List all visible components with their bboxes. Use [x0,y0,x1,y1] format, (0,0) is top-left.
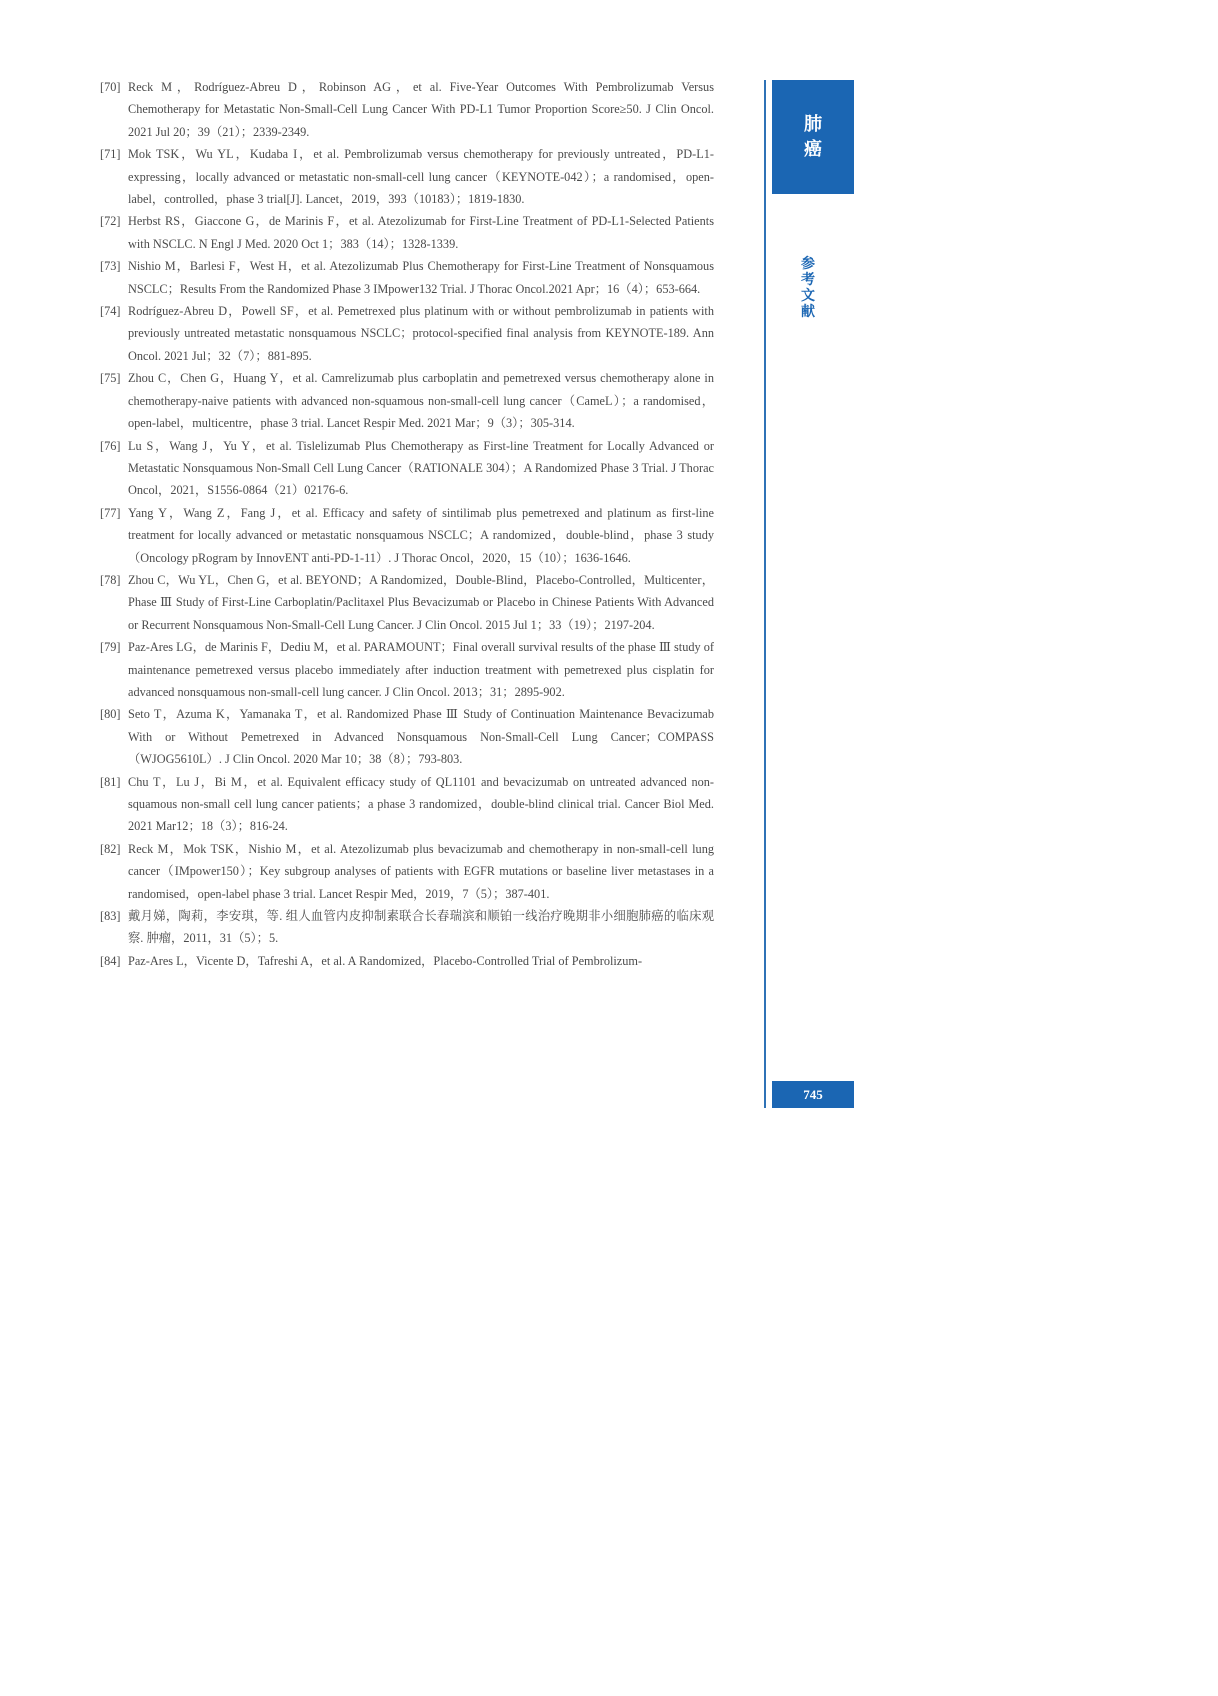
reference-number: [71] [100,147,121,162]
reference-number: [72] [100,214,121,229]
reference-item [100,838,714,905]
chapter-tab-char: 癌 [804,139,822,160]
section-label-char: 献 [801,304,815,320]
reference-number: [76] [100,438,121,453]
reference-number: [70] [100,80,121,94]
reference-number: [77] [100,505,121,520]
reference-number: [81] [100,774,121,789]
section-label-char: 考 [801,272,815,288]
chapter-tab-char: 肺 [804,114,822,135]
section-label [798,256,818,320]
reference-text: Chu T，Lu J，Bi M，et al. Equivalent efficacy study of QL1101 and bevacizumab on untreated advanced non-squamous non-small cell lung cancer patients；a phase 3 randomized，double-blind clinical trial. Cancer Biol Med. 2021 Mar12；18（3）；816-24. [128,774,714,834]
reference-text: Mok TSK，Wu YL，Kudaba I，et al. Pembrolizumab versus chemotherapy for previously untreated，PD-L1-expressing，locally advanced or metastatic non-small-cell lung cancer（KEYNOTE-042）；a randomised，open-label，controlled，phase 3 trial[J]. Lancet，2019，393（10183）；1819-1830. [128,147,714,207]
reference-item [100,255,714,300]
chapter-tab [772,80,854,194]
reference-item [100,703,714,770]
reference-item [100,905,714,950]
reference-item [100,435,714,502]
reference-text: Nishio M，Barlesi F，West H，et al. Atezolizumab Plus Chemotherapy for First-Line Treatment of Nonsquamous NSCLC；Results From the Randomized Phase 3 IMpower132 Trial. J Thorac Oncol.2021 Apr；16（4）；653-664. [128,259,714,296]
reference-text: Reck M，Rodríguez-Abreu D，Robinson AG，et al. Five-Year Outcomes With Pembrolizumab Versus Chemotherapy for Metastatic Non-Small-Cell Lung Cancer With PD-L1 Tumor Proportion Score≥50. J Clin Oncol. 2021 Jul 20；39（21）；2339-2349. [128,80,714,139]
reference-text: Seto T，Azuma K，Yamanaka T，et al. Randomized Phase Ⅲ Study of Continuation Maintenance Bevacizumab With or Without Pemetrexed in Advanced Nonsquamous Non-Small-Cell Lung Cancer；COMPASS（WJOG5610L）. J Clin Oncol. 2020 Mar 10；38（8）；793-803. [128,707,714,767]
page-number: 745 [772,1081,854,1108]
reference-text: 戴月娣，陶莉，李安琪，等. 组人血管内皮抑制素联合长春瑞滨和顺铂一线治疗晚期非小细胞肺癌的临床观察. 肿瘤，2011，31（5）；5. [128,909,714,946]
reference-text: Reck M，Mok TSK，Nishio M，et al. Atezolizumab plus bevacizumab and chemotherapy in non-small-cell lung cancer（IMpower150）；Key subgroup analyses of patients with EGFR mutations or baseline liver metastases in a randomised，open-label phase 3 trial. Lancet Respir Med，2019，7（5）；387-401. [128,841,714,901]
reference-item [100,143,714,210]
reference-number: [73] [100,259,121,274]
reference-item [100,771,714,838]
reference-list [100,76,714,972]
reference-text: Yang Y，Wang Z，Fang J，et al. Efficacy and safety of sintilimab plus pemetrexed and platinum as first-line treatment for locally advanced or metastatic nonsquamous NSCLC；A randomized，double-blind，phase 3 study（Oncology pRogram by InnovENT anti-PD-1-11）. J Thorac Oncol，2020，15（10）；1636-1646. [128,505,714,565]
reference-number: [80] [100,707,121,722]
reference-text: Lu S，Wang J，Yu Y，et al. Tislelizumab Plus Chemotherapy as First-line Treatment for Locally Advanced or Metastatic Nonsquamous Non-Small Cell Lung Cancer（RATIONALE 304）；A Randomized Phase 3 Trial. J Thorac Oncol，2021，S1556-0864（21）02176-6. [128,438,714,498]
reference-text: Zhou C，Wu YL，Chen G，et al. BEYOND；A Randomized，Double-Blind，Placebo-Controlled，Multicenter，Phase Ⅲ Study of First-Line Carboplatin/Paclitaxel Plus Bevacizumab or Placebo in Chinese Patients With Advanced or Recurrent Nonsquamous Non-Small-Cell Lung Cancer. J Clin Oncol. 2015 Jul 1；33（19）；2197-204. [128,572,714,632]
reference-text: Herbst RS，Giaccone G，de Marinis F，et al. Atezolizumab for First-Line Treatment of PD-L1-Selected Patients with NSCLC. N Engl J Med. 2020 Oct 1；383（14）；1328-1339. [128,214,714,251]
reference-text: Paz-Ares LG，de Marinis F，Dediu M，et al. PARAMOUNT；Final overall survival results of the phase Ⅲ study of maintenance pemetrexed versus placebo immediately after induction treatment with pemetrexed plus cisplatin for advanced nonsquamous non-small-cell lung cancer. J Clin Oncol. 2013；31；2895-902. [128,640,714,699]
side-divider [764,80,766,1108]
reference-item [100,502,714,569]
reference-item [100,950,714,972]
reference-text: Zhou C，Chen G，Huang Y，et al. Camrelizumab plus carboplatin and pemetrexed versus chemotherapy alone in chemotherapy-naive patients with advanced non-squamous non-small-cell lung cancer（CameL）；a randomised，open-label，multicentre，phase 3 trial. Lancet Respir Med. 2021 Mar；9（3）；305-314. [128,371,714,431]
reference-item [100,636,714,703]
reference-number: [75] [100,371,121,386]
reference-item [100,300,714,367]
reference-item [100,569,714,636]
reference-number: [83] [100,909,121,924]
reference-item [100,367,714,434]
reference-number: [82] [100,841,121,856]
reference-number: [84] [100,953,121,968]
reference-item [100,210,714,255]
reference-number: [78] [100,572,121,587]
reference-text: Rodríguez-Abreu D，Powell SF，et al. Pemetrexed plus platinum with or without pembrolizumab in patients with previously untreated metastatic nonsquamous NSCLC；protocol-specified final analysis from KEYNOTE-189. Ann Oncol. 2021 Jul；32（7）；881-895. [128,304,714,363]
reference-text: Paz-Ares L，Vicente D，Tafreshi A，et al. A Randomized，Placebo-Controlled Trial of Pembrolizum- [128,953,643,968]
section-label-char: 参 [801,256,815,272]
section-label-char: 文 [801,288,815,304]
reference-number: [79] [100,640,121,655]
reference-item [100,76,714,143]
reference-number: [74] [100,304,121,319]
